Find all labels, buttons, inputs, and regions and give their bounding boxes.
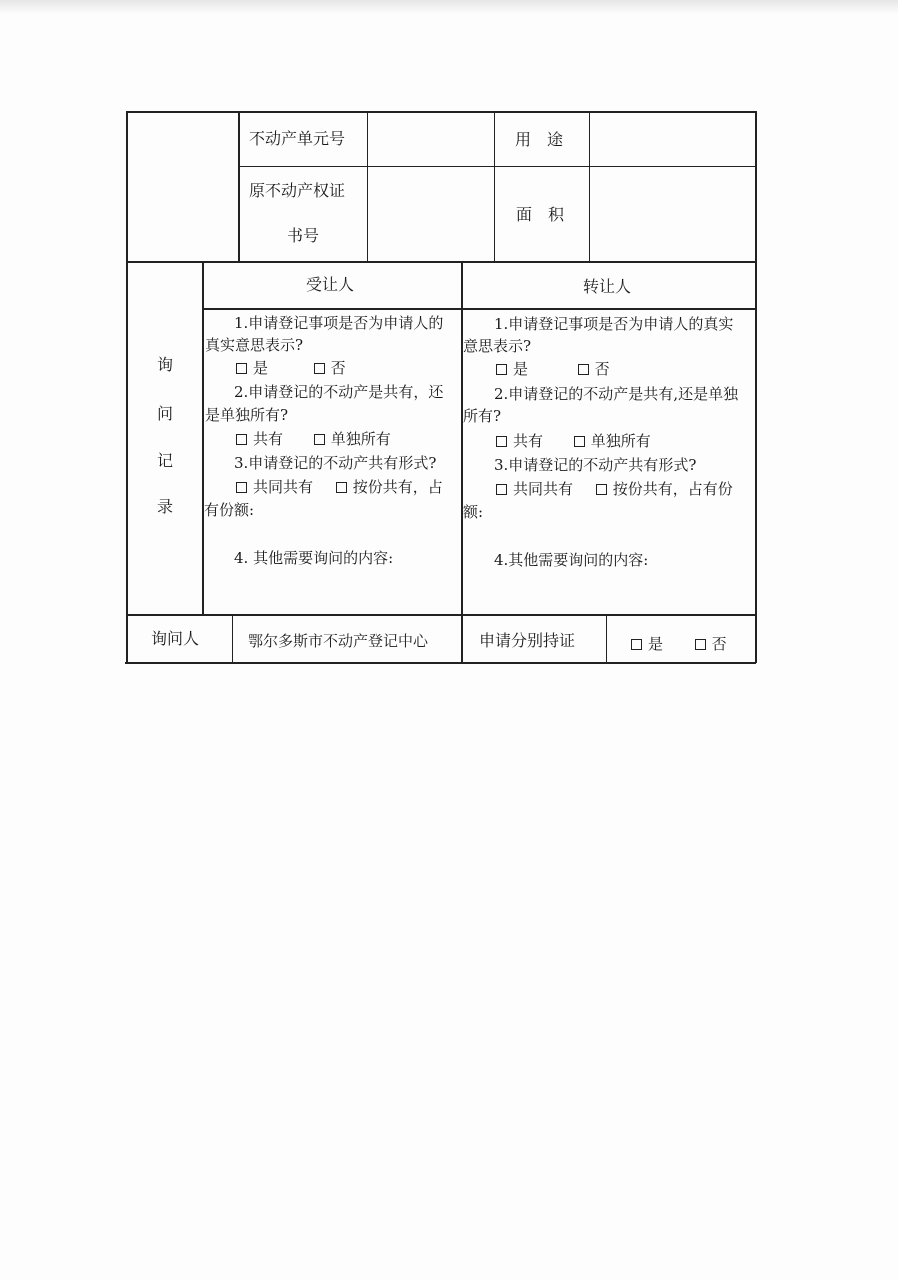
- q3-text: 3.申请登记的不动产共有形式?: [234, 454, 437, 472]
- q4-text: 4.其他需要询问的内容:: [494, 551, 649, 569]
- checkbox-icon: [578, 364, 589, 375]
- q2-line1: 2.申请登记的不动产是共有，还: [234, 383, 444, 401]
- q1-options: [236, 357, 346, 379]
- q1-line1: 1.申请登记事项是否为申请人的: [234, 314, 444, 332]
- q3-common-option[interactable]: 共同共有: [496, 480, 573, 498]
- separate-cert-yes-option[interactable]: 是: [631, 635, 663, 653]
- checkbox-icon: [631, 639, 642, 650]
- q1-yes-option[interactable]: 是: [236, 359, 268, 377]
- q4-text: 4. 其他需要询问的内容:: [234, 549, 394, 567]
- q3-share-option[interactable]: 按份共有，占: [336, 478, 443, 496]
- use-field[interactable]: [591, 113, 754, 165]
- q1-line2: 真实意思表示?: [205, 336, 304, 354]
- q2-line2: 是单独所有?: [205, 406, 289, 424]
- checkbox-icon: [574, 436, 585, 447]
- checkbox-icon: [236, 482, 247, 493]
- q1-line2: 意思表示?: [463, 337, 532, 355]
- q2-line2: 所有?: [463, 407, 502, 425]
- unit-number-label: 不动产单元号: [249, 129, 346, 148]
- q2-sole-option[interactable]: 单独所有: [574, 432, 651, 450]
- separate-cert-label: 申请分别持证: [479, 631, 576, 650]
- original-cert-field[interactable]: [369, 168, 493, 260]
- use-label: 用 途: [515, 130, 564, 149]
- q1-no-option[interactable]: 否: [578, 360, 610, 378]
- checkbox-icon: [336, 482, 347, 493]
- q2-options: [496, 430, 651, 452]
- separate-cert-no-option[interactable]: 否: [695, 635, 727, 653]
- q2-line1: 2.申请登记的不动产是共有,还是单独: [494, 385, 739, 403]
- separate-cert-options: [631, 633, 727, 655]
- scan-shadow: [0, 0, 898, 14]
- checkbox-icon: [596, 484, 607, 495]
- q2-sole-option[interactable]: 单独所有: [314, 430, 391, 448]
- q3-share-line2: 有份额:: [204, 501, 255, 519]
- q1-line1: 1.申请登记事项是否为申请人的真实: [494, 315, 734, 333]
- checkbox-icon: [496, 436, 507, 447]
- q3-share-line2: 额:: [463, 503, 484, 521]
- q3-options: [236, 476, 443, 498]
- checkbox-icon: [496, 484, 507, 495]
- checkbox-icon: [236, 434, 247, 445]
- checkbox-icon: [236, 363, 247, 374]
- q2-options: [236, 428, 391, 450]
- q1-no-option[interactable]: 否: [314, 359, 346, 377]
- checkbox-icon: [314, 363, 325, 374]
- area-label: 面 积: [516, 205, 565, 224]
- scanned-page: 不动产单元号 用 途 原不动产权证 书号 面 积 询 问 记 录 受让人 转让人 1.申请登记事项是否为申请人的 真实意思表示? 是 否 2.申请登记的不动产是共有，还 是单独所有? 共有 单独所有 3.申请登记的不动产共有形式? 共同共有 按份共有，占 有份额: 4. 其他需要询问的内容: 1.申请登记事项是否为申请人的真实 意思表示? 是 否 2.申请登记的不动产是共有,还是单独 所有? 共有 单独所有 3.申请登记的不动产共有形式? 共同共有 按份共有，占有份 额: 4.其他需要询问的内容: 询问人 鄂尔多斯市不动产登记中心 申请分别持证 是 否: [0, 0, 898, 1280]
- unit-number-field[interactable]: [369, 113, 493, 165]
- q1-yes-option[interactable]: 是: [496, 360, 528, 378]
- transferor-header: 转让人: [583, 277, 632, 296]
- area-field[interactable]: [591, 168, 754, 260]
- q2-joint-option[interactable]: 共有: [496, 432, 543, 450]
- inquirer-label: 询问人: [151, 629, 200, 648]
- inquirer-value: 鄂尔多斯市不动产登记中心: [248, 632, 429, 650]
- checkbox-icon: [314, 434, 325, 445]
- q3-options: [496, 478, 733, 500]
- checkbox-icon: [695, 639, 706, 650]
- q3-share-option[interactable]: 按份共有，占有份: [596, 480, 733, 498]
- original-cert-label-line1: 原不动产权证: [249, 181, 346, 200]
- q3-text: 3.申请登记的不动产共有形式?: [494, 456, 697, 474]
- q2-joint-option[interactable]: 共有: [236, 430, 283, 448]
- q1-options: [496, 358, 610, 380]
- q3-common-option[interactable]: 共同共有: [236, 478, 313, 496]
- original-cert-label-line2: 书号: [287, 226, 320, 245]
- checkbox-icon: [496, 364, 507, 375]
- transferee-header: 受让人: [306, 275, 355, 294]
